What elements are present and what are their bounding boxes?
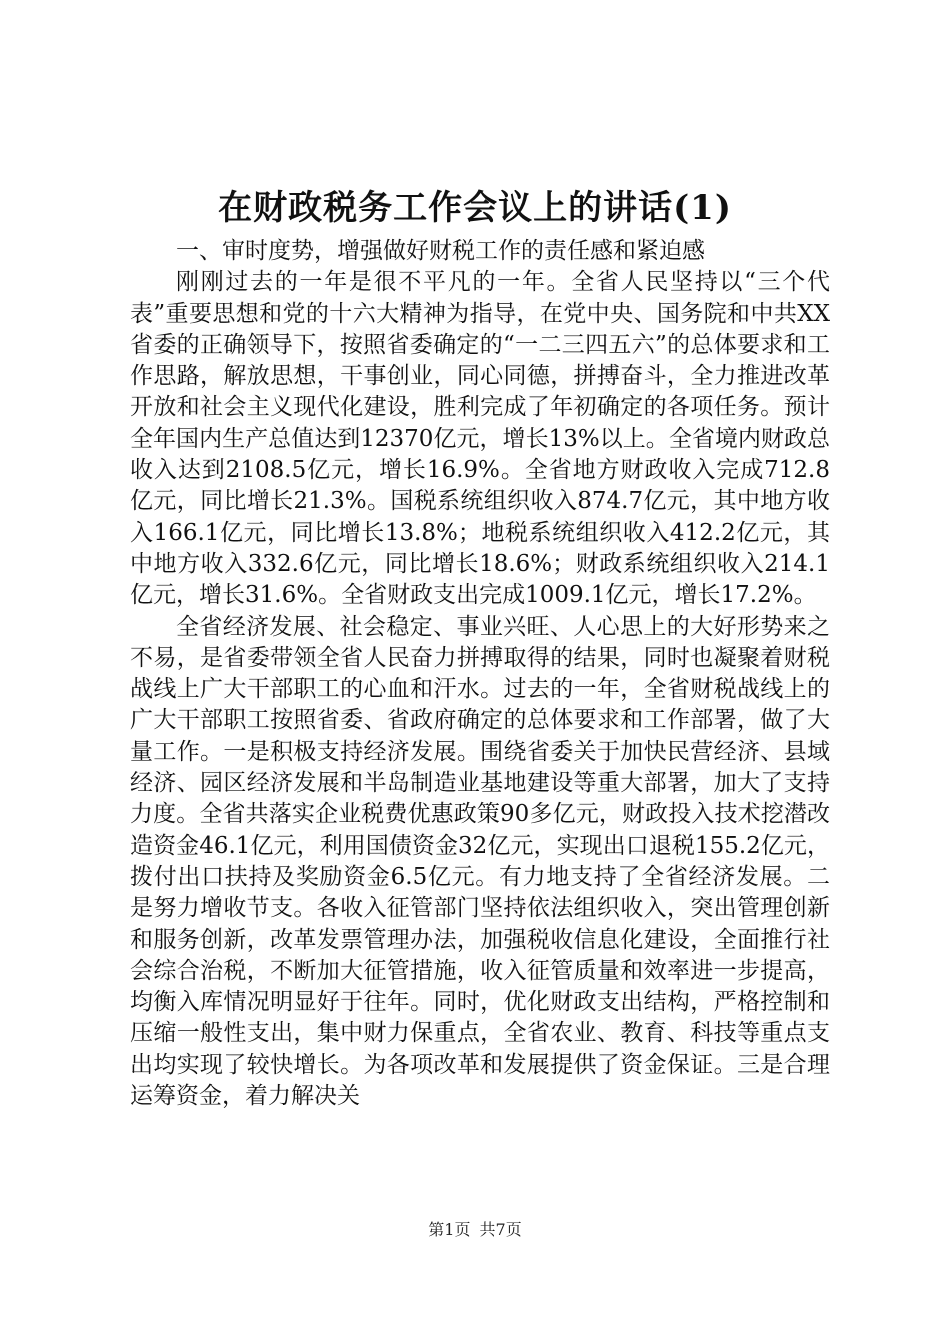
document-body <box>130 236 830 1112</box>
page-footer <box>0 1217 950 1240</box>
document-title: 在财政税务工作会议上的讲话(1) <box>218 188 732 228</box>
page-number: 第1页 <box>428 1220 471 1239</box>
paragraph: 全省经济发展、社会稳定、事业兴旺、人心思上的大好形势来之不易，是省委带领全省人民奋力拼搏取得的结果，同时也凝聚着财税战线上广大干部职工的心血和汗水。过去的一年，全省财税战线上的广大干部职工按照省委、省政府确定的总体要求和工作部署，做了大量工作。一是积极支持经济发展。围绕省委关于加快民营经济、县域经济、园区经济发展和半岛制造业基地建设等重大部署，加大了支持力度。全省共落实企业税费优惠政策90多亿元，财政投入技术挖潜改造资金46.1亿元，利用国债资金32亿元，实现出口退税155.2亿元，拨付出口扶持及奖励资金6.5亿元。有力地支持了全省经济发展。二是努力增收节支。各收入征管部门坚持依法组织收入，突出管理创新和服务创新，改革发票管理办法，加强税收信息化建设，全面推行社会综合治税，不断加大征管措施，收入征管质量和效率进一步提高，均衡入库情况明显好于往年。同时，优化财政支出结构，严格控制和压缩一般性支出，集中财力保重点，全省农业、教育、科技等重点支出均实现了较快增长。为各项改革和发展提供了资金保证。三是合理运筹资金，着力解决关 <box>130 613 830 1110</box>
section-heading: 一、审时度势，增强做好财税工作的责任感和紧迫感 <box>176 238 705 264</box>
page-total: 共7页 <box>479 1220 522 1239</box>
paragraph: 刚刚过去的一年是很不平凡的一年。全省人民坚持以“三个代表”重要思想和党的十六大精神为指导，在党中央、国务院和中共XX省委的正确领导下，按照省委确定的“一二三四五六”的总体要求和工作思路，解放思想，干事创业，同心同德，拼搏奋斗，全力推进改革开放和社会主义现代化建设，胜利完成了年初确定的各项任务。预计全年国内生产总值达到12370亿元，增长13%以上。全省境内财政总收入达到2108.5亿元，增长16.9%。全省地方财政收入完成712.8亿元，同比增长21.3%。国税系统组织收入874.7亿元，其中地方收入166.1亿元，同比增长13.8%；地税系统组织收入412.2亿元，其中地方收入332.6亿元，同比增长18.6%；财政系统组织收入214.1亿元，增长31.6%。全省财政支出完成1009.1亿元，增长17.2%。 <box>130 269 830 609</box>
